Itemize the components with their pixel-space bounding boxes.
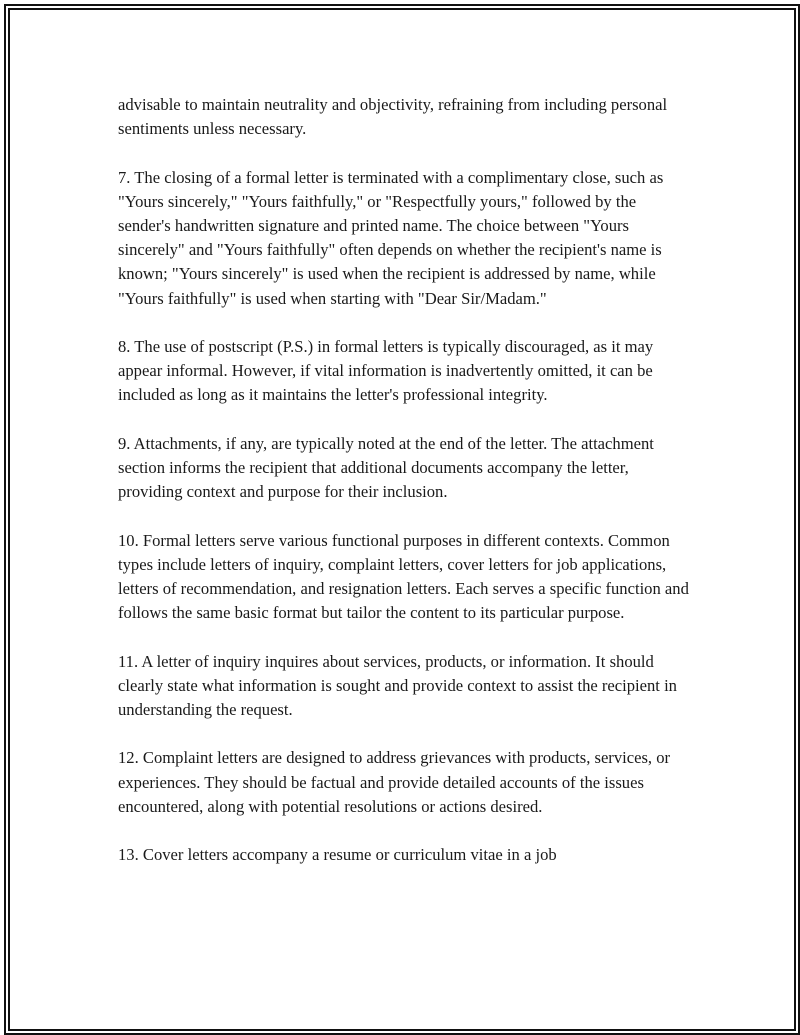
paragraph-9-attachments: 9. Attachments, if any, are typically noted at the end of the letter. The attachment section informs the recipient that additional documents accompany the letter, providing context and purpose for their inclusion. bbox=[118, 433, 654, 502]
paragraph-8-postscript: 8. The use of postscript (P.S.) in formal letters is typically discouraged, as it may appear informal. However, if vital information is inadvertently omitted, it can be included as long as it maintains the letter's professional integrity. bbox=[118, 337, 654, 405]
paragraph-7-closing: 7. The closing of a formal letter is terminated with a complimentary close, such as "Yours sincerely," "Yours faithfully," or "Respectfully yours," followed by the sender's handwritten signature and printed name. The choice between "Yours sincerely" and "Yours faithfully" often depends on whether the recipient's name is known; "Yours sincerely" is used when the recipient is addressed by name, while "Yours faithfully" is used when starting with "Dear Sir/Madam." bbox=[118, 167, 664, 308]
paragraph-13-cover-letters: 13. Cover letters accompany a resume or curriculum vitae in a job bbox=[118, 845, 557, 865]
paragraph-10-purposes: 10. Formal letters serve various functional purposes in different contexts. Common types include letters of inquiry, complaint letters, cover letters for job applications, letters of recommendation, and resignation letters. Each serves a specific function and follows the same basic format but tailor the content to its particular purpose. bbox=[118, 530, 689, 623]
paragraph-12-complaint: 12. Complaint letters are designed to address grievances with products, services, or experiences. They should be factual and provide detailed accounts of the issues encountered, along with potential resolutions or actions desired. bbox=[118, 748, 671, 816]
paragraph-continuation: advisable to maintain neutrality and objectivity, refraining from including personal sentiments unless necessary. bbox=[118, 95, 668, 139]
document-body bbox=[118, 93, 693, 867]
paragraph-11-inquiry: 11. A letter of inquiry inquires about services, products, or information. It should clearly state what information is sought and provide context to assist the recipient in understanding the request. bbox=[118, 651, 677, 719]
